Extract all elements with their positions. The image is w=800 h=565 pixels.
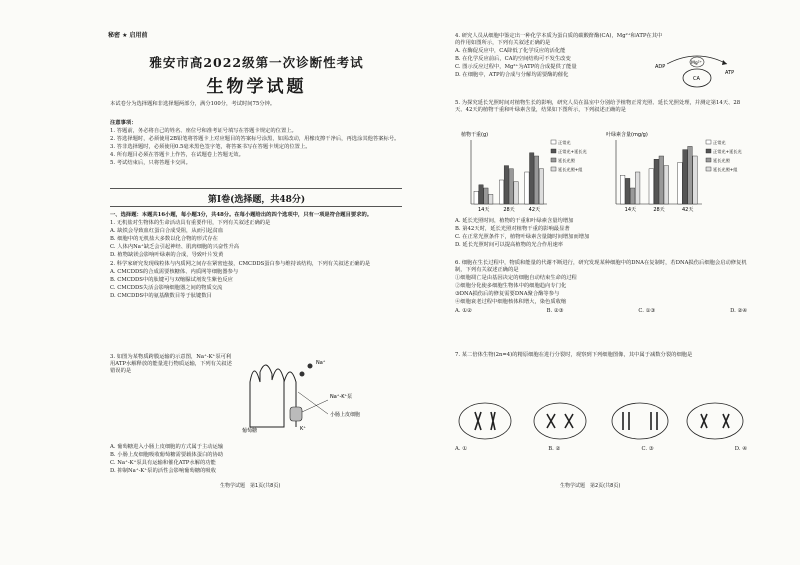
q4-stem: 4. 研究人员从细胞中鉴定出一种化学本质为蛋白质的碳酸酐酶(CA)，Mg²⁺和ATP在其中的作用如图所示，下列有关叙述正确的是 [455,33,663,47]
q4-option-b: B. 在化学反应前后，CA的空间结构可不发生改变 [455,56,571,63]
q2-stem: 2. 科学家研究发现线粒体与内质网之间存在紧密连接，CMCDDS蛋白参与维持该结构，下列有关叙述正确的是 [110,260,371,267]
legend-label: 延长光照+组 [713,167,738,172]
q1-stem: 1. 无机盐对生物体的生命活动具有重要作用，下列有关叙述正确的是 [110,220,271,227]
bar [630,188,635,204]
page-footer-left: 生物学试题 第1页(共8页) [220,483,281,489]
q4-option-a: A. 在酶促反应中，CA降低了化学反应的活化能 [455,48,566,55]
q2-option-a: A. CMCDDS的合成需要核糖体、内质网等细胞器参与 [110,268,239,275]
figure-label-k: K⁺ [300,426,306,432]
q1-option-b: B. 细胞中的无机盐大多数以化合物的形式存在 [110,236,218,243]
x-tick-label: 42天 [528,207,541,213]
q3-option-b: B. 小肠上皮细胞吸收葡萄糖需要载体蛋白的协助 [110,452,224,459]
figure-label-cell: 小肠上皮细胞 [330,412,361,418]
q7-option-c: C. ③ [641,446,654,452]
q2-option-b: B. CMCDDS中的肽键可与双缩脲试剂发生紫色反应 [110,276,233,283]
legend-swatch [551,167,556,171]
legend-label: 正常光+延长光 [558,149,587,154]
bar [484,188,488,204]
exam-title: 雅安市高2022级第一次诊断性考试 [149,55,364,70]
bar [620,175,625,204]
legend-swatch [706,167,711,171]
q6-option-d: D. ②④ [730,307,747,314]
q5-options [455,218,747,250]
legend-label: 延长光照 [713,158,730,163]
bar [678,162,683,204]
bar [479,185,483,204]
legend-label: 正常光 [558,140,571,145]
label-mg: Mg²⁺ [691,61,702,66]
note-item: 5. 考试结束后，只将答题卡交回。 [110,160,191,167]
molecule-dot [300,372,305,377]
note-item: 2. 答选择题时，必须使用2B铅笔将答题卡上对应题目的答案标号涂黑，如需改动，用橡皮擦干净后，再选涂其他答案标号。 [110,136,400,143]
bar [509,169,513,204]
bar [654,159,659,204]
q6-stem: 6. 细胞在生长过程中，物质和能量的代谢不断进行，研究发现某种细胞中的DNA在复制时，若DNA损伤后细胞会启动修复机制，下列有关叙述正确的是 [455,260,747,274]
q7-option-d: D. ④ [734,446,747,452]
bar [659,156,664,204]
q4-block [455,33,665,81]
bar [683,150,688,204]
cell-image-4 [687,403,743,439]
q3-option-d: D. 抑制Na⁺-K⁺泵的活性会影响葡萄糖的吸收 [110,468,217,475]
x-tick-label: 14天 [624,207,637,213]
legend-label: 正常光+延长光 [713,149,742,154]
part1-title: 第Ⅰ卷(选择题，共48分) [207,195,306,205]
q5-option-a: A. 延长光照时间，植物的干重和叶绿素含量均增加 [455,218,574,224]
q3-stem: 3. 如图为某物质跨膜运输的示意图，Na⁺-K⁺泵可利用ATP水解释放的能量进行物质运输，下列有关叙述错误的是 [110,354,232,375]
q6-option-b: B. ②③ [546,307,564,314]
legend-label: 延长光照+组 [558,167,583,172]
x-tick-label: 28天 [653,207,665,213]
divider [110,188,402,189]
bar [539,169,543,204]
bar [489,194,493,204]
q1-option-d: D. 植物缺镁会影响叶绿素的合成，导致叶片发黄 [110,252,224,259]
notes-heading: 注意事项： [110,120,137,126]
part1-instruction: 一、选择题：本题共16小题，每小题3分，共48分。在每小题给出的四个选项中，只有一项是符合题目要求的。 [110,212,373,218]
chart-title: 植物干重(g) [461,132,489,138]
q5-option-b: B. 第42天时，延长光照对植物干重的影响最显著 [455,226,570,233]
q7-options [455,446,747,453]
legend-swatch [706,149,711,153]
q7-option-b: B. ② [548,446,561,452]
dry-weight-chart [455,128,595,216]
label-line [298,392,328,414]
q2-option-c: C. CMCDDS失活会影响细胞器之间的物质交流 [110,284,223,291]
chlorophyll-chart [600,128,750,216]
membrane-transport-figure [240,352,400,434]
legend-swatch [706,140,711,144]
bar [693,156,698,204]
legend-swatch [706,158,711,162]
q4-option-d: D. 在细胞中，ATP的合成与分解均需要酶的催化 [455,72,569,79]
cell-image-3 [612,403,668,439]
cell-image-1 [459,403,511,439]
q5-stem: 5. 为探究延长光照时间对植物生长的影响，研究人员在温室中分别给予植物正常光照、延长光照处理，并测定第14天、28天、42天的植物干重和叶绿素含量，结果如下图所示，下列叙述正确的是 [455,100,741,114]
bar [664,166,669,204]
note-item: 1. 答题前，务必将自己的姓名、座位号和准考证号填写在答题卡规定的位置上。 [110,128,297,135]
bar [530,153,534,204]
label-line [302,400,328,412]
q6-item: ①细胞凋亡是由基因决定的细胞自动结束生命的过程 [455,275,577,282]
chart-title: 叶绿素含量(mg/g) [606,132,648,138]
q1-option-a: A. 缺铁会导致血红蛋白合成受阻，从而引起贫血 [110,228,224,235]
cell-image-2 [534,403,586,439]
bar [474,191,478,204]
bar [649,169,654,204]
legend-swatch [551,158,556,162]
exam-intro: 本试卷分为选择题和非选择题两部分，满分100分，考试时间75分钟。 [110,101,276,107]
figure-label-pump: Na⁺-K⁺泵 [330,394,353,400]
label-ca: CA [693,76,700,82]
q2-option-d: D. CMCDDS中的氨基酸数目等于肽键数目 [110,292,212,299]
q6-item: ④细胞衰老过程中细胞核体积增大，染色质收缩 [455,299,567,306]
q3-option-a: A. 葡萄糖进入小肠上皮细胞的方式属于主动运输 [110,444,224,450]
figure-label-na: Na⁺ [316,360,326,366]
q5-option-c: C. 在正常光照条件下，植物叶绿素含量随时间增加而增加 [455,234,590,241]
bar [525,172,529,204]
bar [514,182,518,204]
bar [625,178,630,204]
cell-division-figure [455,400,747,442]
bar [499,180,503,204]
q6-option-c: C. ①③ [638,307,656,314]
enzyme-cycle-figure [653,50,738,92]
bar [688,146,693,204]
q6-block [455,260,747,315]
q6-option-a: A. ①② [455,307,472,314]
figure-label-left: 葡萄糖 [242,428,258,434]
q7-stem: 7. 某二倍体生物(2n=4)的精原细胞在进行分裂时，观察到下列细胞图像，其中属于减数分裂的细胞是 [455,352,693,358]
page-footer-right: 生物学试题 第2页(共8页) [560,483,621,489]
q6-item: ②细胞分化使多细胞生物体中的细胞趋向专门化 [455,283,567,290]
notes-section [110,120,402,169]
q4-option-c: C. 图示反应过程中，Mg²⁺为ATP的合成提供了能量 [455,64,577,71]
note-item: 3. 答非选择题时，必须使用0.5毫米黑色签字笔，将答案书写在答题卡规定的位置上。 [110,144,311,151]
q6-item: ③DNA损伤后的修复需要DNA聚合酶等参与 [455,291,560,298]
x-tick-label: 14天 [477,207,490,213]
q3-option-c: C. Na⁺-K⁺泵具有运输和催化ATP水解的功能 [110,460,216,467]
molecule-dot [308,364,313,369]
legend-swatch [551,149,556,153]
x-tick-label: 42天 [681,207,694,213]
q5-option-d: D. 延长光照时间可以提高植物的光合作用速率 [455,242,564,249]
pump-shape [290,407,302,421]
note-item: 4. 所有题目必须在答题卡上作答，在试题卷上答题无效。 [110,152,244,159]
arrow-head [722,60,727,65]
label-atp: ATP [725,70,735,76]
microvilli-outline [250,365,284,427]
divider [110,206,402,207]
q1-option-c: C. 人体内Na⁺缺乏会引起神经、肌肉细胞的兴奋性升高 [110,244,240,251]
bar [635,172,640,204]
q3-options [110,444,402,476]
subject-title: 生物学试题 [206,77,307,97]
legend-label: 延长光照 [558,158,575,163]
confidential-mark: 秘密 ★ 启用前 [108,32,148,39]
bar [504,166,508,204]
label-adp: ADP [655,64,666,70]
legend-label: 正常光 [713,140,726,145]
bar [534,156,538,204]
legend-swatch [551,140,556,144]
x-tick-label: 28天 [503,207,515,213]
questions-1-2 [110,212,402,301]
q7-option-a: A. ① [455,446,467,452]
